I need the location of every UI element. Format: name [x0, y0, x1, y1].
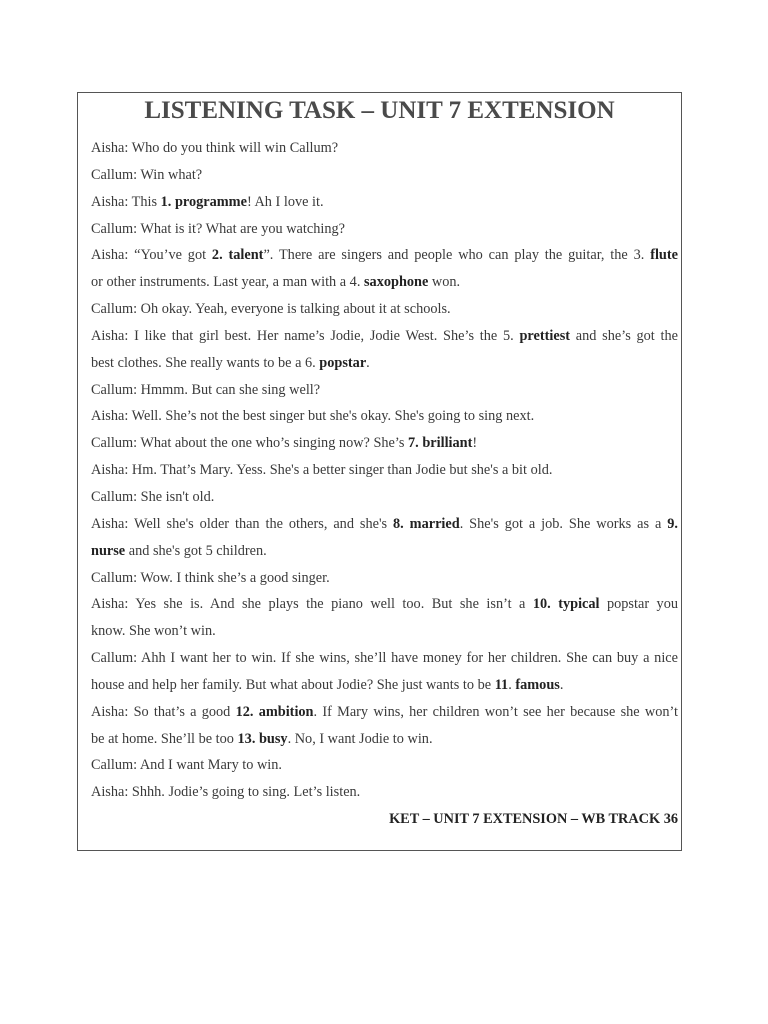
answer-word: saxophone — [363, 274, 429, 291]
track-footer: KET – UNIT 7 EXTENSION – WB TRACK 36 — [389, 811, 678, 828]
dialogue-text: Aisha: So that’s a good — [91, 703, 236, 720]
dialogue-text: Aisha: Who do you think will win Callum? — [91, 140, 339, 156]
answer-word: famous — [515, 676, 560, 693]
dialogue-text: popstar you — [599, 596, 678, 613]
dialogue-line — [91, 242, 678, 269]
dialogue-line — [91, 591, 678, 618]
dialogue-text: Aisha: This — [91, 193, 161, 210]
dialogue-text: best clothes. She really wants to be a 6. — [91, 354, 320, 371]
dialogue-line — [91, 672, 678, 699]
dialogue-line — [91, 779, 678, 806]
dialogue-text: Aisha: I like that girl best. Her name’s Jodie, Jodie West. She’s the 5. — [91, 327, 520, 344]
dialogue-text: . — [559, 676, 564, 693]
dialogue-text: know. She won’t win. — [91, 623, 216, 640]
dialogue-line — [91, 618, 678, 645]
dialogue-text: and she’s got the — [570, 327, 678, 344]
dialogue-line — [91, 403, 678, 430]
dialogue-text: won. — [428, 274, 461, 291]
dialogue-text: Aisha: Yes she is. And she plays the piano well too. But she isn’t a — [91, 596, 533, 613]
dialogue-line — [91, 216, 678, 243]
dialogue-line — [91, 726, 678, 753]
dialogue-line — [91, 296, 678, 323]
dialogue-line — [91, 511, 678, 538]
dialogue-line — [91, 538, 678, 565]
dialogue-line — [91, 645, 678, 672]
dialogue-line — [91, 377, 678, 404]
dialogue-text: . No, I want Jodie to win. — [287, 730, 433, 747]
dialogue-text: Callum: She isn't old. — [91, 488, 215, 505]
dialogue-text: house and help her family. But what about Jodie? She just wants to be — [91, 676, 495, 693]
dialogue-text: . — [366, 354, 370, 371]
dialogue-line — [91, 457, 678, 484]
answer-word: popstar — [319, 354, 367, 371]
dialogue-text: Callum: What is it? What are you watching? — [91, 220, 345, 237]
dialogue-text: or other instruments. Last year, a man with a 4. — [91, 274, 364, 291]
dialogue-text: . She's got a job. She works as a — [459, 515, 668, 532]
dialogue-line — [91, 565, 678, 592]
dialogue-line — [91, 189, 678, 216]
dialogue-text: ! — [472, 435, 478, 452]
dialogue-text: be at home. She’ll be too — [91, 730, 238, 747]
answer-word: 8. married — [393, 515, 460, 532]
listening-task-box — [77, 92, 682, 851]
dialogue-text: Callum: Oh okay. Yeah, everyone is talking about it at schools. — [91, 301, 451, 318]
answer-word: 7. brilliant — [408, 435, 473, 452]
dialogue-text: Aisha: Shhh. Jodie’s going to sing. Let’s listen. — [91, 784, 361, 801]
answer-word: flute — [650, 247, 678, 264]
dialogue-line — [91, 430, 678, 457]
dialogue-line — [91, 699, 678, 726]
dialogue-line — [91, 323, 678, 350]
dialogue-text: Aisha: “You’ve got — [91, 247, 212, 264]
dialogue-text: Callum: Win what? — [91, 166, 203, 183]
dialogue-text: . — [508, 676, 516, 693]
dialogue-text: . If Mary wins, her children won’t see her because she won’t — [313, 703, 678, 720]
dialogue-text: ”. There are singers and people who can play the guitar, the 3. — [263, 247, 651, 264]
answer-word: 10. typical — [532, 596, 600, 613]
dialogue-text: Callum: And I want Mary to win. — [91, 757, 283, 774]
dialogue-text: Callum: Wow. I think she’s a good singer. — [91, 569, 330, 586]
dialogue-text: Aisha: Well she's older than the others, and she's — [91, 515, 394, 532]
dialogue-line — [91, 269, 678, 296]
answer-word: prettiest — [519, 327, 571, 344]
answer-word: 11 — [494, 676, 509, 693]
dialogue-text: Aisha: Hm. That’s Mary. Yess. She's a better singer than Jodie but she's a bit old. — [91, 462, 553, 479]
dialogue-text: Aisha: Well. She’s not the best singer but she's okay. She's going to sing next. — [91, 408, 535, 425]
dialogue-line — [91, 484, 678, 511]
dialogue-line — [91, 162, 678, 189]
dialogue-text: ! Ah I love it. — [246, 193, 324, 210]
dialogue-text: Callum: What about the one who’s singing now? She’s — [91, 435, 409, 452]
dialogue-line — [91, 135, 678, 162]
answer-word: 1. programme — [160, 193, 247, 210]
dialogue-line — [91, 752, 678, 779]
answer-word: 13. busy — [237, 730, 288, 747]
dialogue-transcript — [91, 135, 678, 833]
answer-word: 2. talent — [211, 247, 264, 264]
dialogue-text: Callum: Ahh I want her to win. If she wins, she’ll have money for her children. She can buy a nice — [91, 650, 678, 667]
dialogue-text: and she's got 5 children. — [125, 542, 267, 559]
answer-word: 9. — [667, 515, 678, 532]
dialogue-text: Callum: Hmmm. But can she sing well? — [91, 381, 321, 398]
answer-word: nurse — [91, 542, 126, 559]
dialogue-line — [91, 350, 678, 377]
page-title: LISTENING TASK – UNIT 7 EXTENSION — [144, 97, 615, 124]
answer-word: 12. ambition — [235, 703, 314, 720]
